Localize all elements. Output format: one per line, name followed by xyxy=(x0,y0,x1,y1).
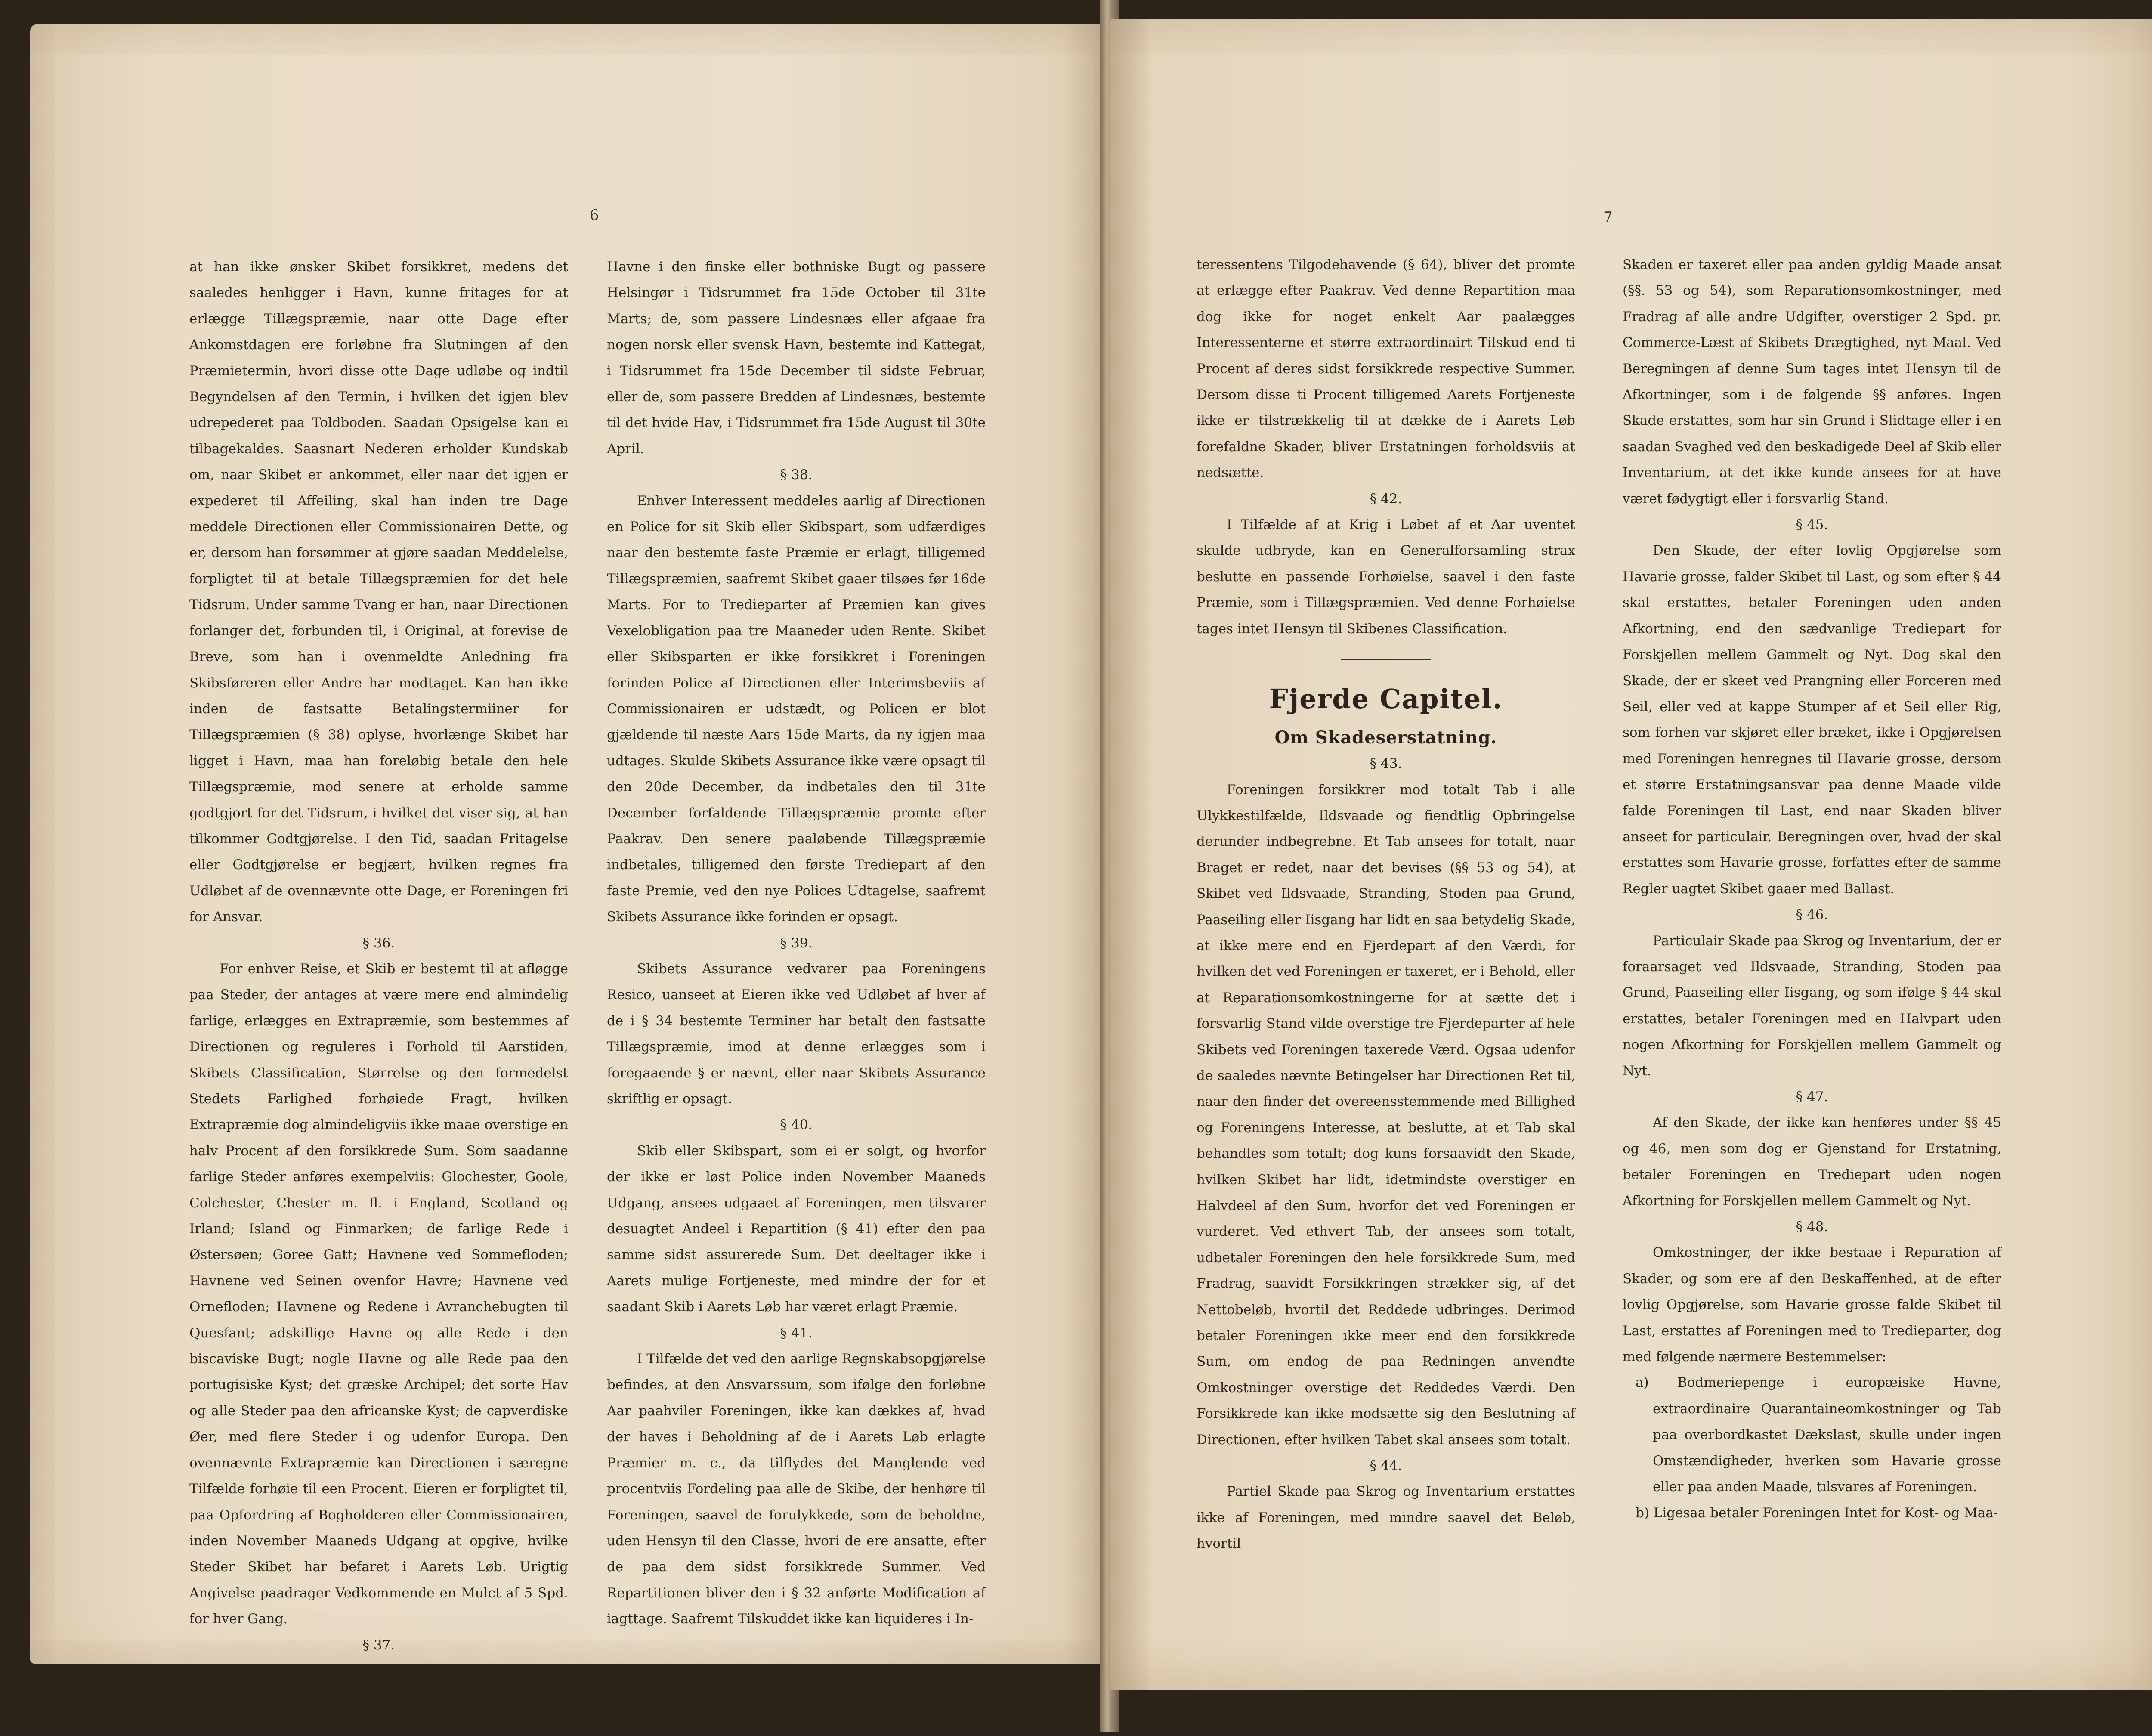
paragraph: I Tilfælde af at Krig i Løbet af et Aar uventet skulde udbryde, kan en Generalforsamling strax beslutte en passende Forhøielse, saavel i den faste Præmie, som i Tillægspræmien. Ved denne Forhøielse tages intet Hensyn til Skibenes Classification. xyxy=(1197,517,1575,637)
paragraph: For enhver Reise, et Skib er bestemt til at afløgge paa Steder, der antages at være mere end almindelig farlige, erlægges en Extrapræmie, som bestemmes af Directionen og reguleres i Forhold til Aarstiden, Skibets Classification, Størrelse og den formedelst Stedets Farlighed forhøiede Fragt, hvilken Extrapræmie dog almindeligviis ikke maae overstige en halv Procent af den forsikkrede Sum. Som saadanne farlige Steder anføres exempelviis: Glochester, Goole, Colchester, Chester m. fl. i England, Scotland og Irland; Island og Finmarken; de farlige Rede i Østersøen; Goree Gatt; Havnene ved Sommefloden; Havnene ved Seinen ovenfor Havre; Havnene ved Orneflоden; Havnene og Redene i Avranchebugten til Quesfant; adskillige Havne og alle Rede i den biscaviske Bugt; nogle Havne og alle Rede paa den portugisiske Kyst; det græske Archipel; det sorte Hav og alle Steder paa den africanske Kyst; de capverdiske Øer, med flere Steder i og udenfor Europa. Den ovennævnte Extrapræmie kan Directionen i særegne Tilfælde forhøie til een Procent. Eieren er forpligtet til, paa Opfordring af Bogholderen eller Commissionairen, inden November Maaneds Udgang at opgive, hvilke Steder Skibet har befaret i Aarets Løb. Urigtig Angivelse paadrager Vedkommende en Mulct af 5 Spd. for hver Gang. xyxy=(189,961,568,1627)
section-heading: § 47. xyxy=(1796,1089,1828,1105)
paragraph: Skibets Assurance vedvarer paa Foreningens Resico, uanseet at Eieren ikke ved Udløbet af hver af de i § 34 bestemte Terminer har betalt den fastsatte Tillægspræmie, imod at denne erlægges som i foregaaende § er nævnt, eller naar Skibets Assurance skriftlig er opsagt. xyxy=(607,961,986,1107)
left-page-column-2 xyxy=(607,254,986,1632)
paragraph: Skaden er taxeret eller paa anden gyldig Maade ansat (§§. 53 og 54), som Reparationsomkostninger, med Fradrag af alle andre Udgifter, overstiger 2 Spd. pr. Commerce-Læst af Skibets Drægtighed, nyt Maal. Ved Beregningen af denne Sum tages intet Hensyn til de Afkortninger, som i de følgende §§ anføres. Ingen Skade erstattes, som har sin Grund i Slidtage eller i en saadan Svaghed ved den beskadigede Deel af Skib eller Inventarium, at det ikke kunde ansees for at have været fødygtigt eller i forsvarlig Stand. xyxy=(1623,257,2001,507)
paragraph: Partiel Skade paa Skrog og Inventarium erstattes ikke af Foreningen, med mindre saavel det Beløb, hvortil xyxy=(1197,1484,1575,1552)
chapter-title: Fjerde Capitel. xyxy=(1269,683,1503,715)
paragraph: Havne i den finske eller bothniske Bugt og passere Helsingør i Tidsrummet fra 15de October til 31te Marts; de, som passere Lindesnæs eller afgaae fra nogen norsk eller svensk Havn, bestemte ind Kattegat, i Tidsrummet fra 15de December til sidste Februar, eller de, som passere Bredden af Lindesnæs, bestemte til det hvide Hav, i Tidsrummet fra 15de August til 30te April. xyxy=(607,259,986,457)
divider-rule xyxy=(1341,659,1431,660)
paragraph: Foreningen forsikkrer mod totalt Tab i alle Ulykkestilfælde, Ildsvaade og fiendtlig Opbringelse derunder indbegrebne. Et Tab ansees for totalt, naar Braget er redet, naar det bevises (§§ 53 og 54), at Skibet ved Ildsvaade, Stranding, Stoden paa Grund, Paaseiling eller Iisgang har lidt en saa betydelig Skade, at ikke mere end en Fjerdepart af den Værdi, for hvilken det ved Foreningen er taxeret, er i Behold, eller at Reparationsomkostningerne for at sætte det i forsvarlig Stand vilde overstige tre Fjerdeparter af hele Skibets ved Foreningen taxerede Værd. Ogsaa udenfor de saaledes nævnte Betingelser har Directionen Ret til, naar den finder det overeensstemmende med Billighed og Foreningens Interesse, at beslutte, at et Tab skal behandles som totalt; dog kuns forsaavidt den Skade, hvilken Skibet har lidt, idetmindste overstiger en Halvdeel af den Sum, hvorfor det ved Foreningen er vurderet. Ved ethvert Tab, der ansees som totalt, udbetaler Foreningen den hele forsikkrede Sum, med Fradrag, saavidt Forsikkringen strækker sig, af det Nettobeløb, hvortil det Reddede udbringes. Derimod betaler Foreningen ikke meer end den forsikkrede Sum, om endog de paa Redningen anvendte Omkostninger overstige det Reddedes Værdi. Den Forsikkrede kan ikke modsætte sig den Beslutning af Directionen, efter hvilken Tabet skal ansees som totalt. xyxy=(1197,782,1575,1448)
list-item: a) Bodmeriepenge i europæiske Havne, extraordinaire Quarantaineomkostninger og Tab paa overbordkastet Dækslast, skulle under ingen Omstændigheder, hverken som Havarie grosse eller paa anden Maade, tilsvares af Foreningen. xyxy=(1636,1375,2001,1495)
section-heading: § 45. xyxy=(1796,517,1828,533)
section-heading: § 44. xyxy=(1370,1458,1402,1474)
section-heading: § 43. xyxy=(1370,756,1402,772)
right-page-column-2 xyxy=(1623,252,2001,1526)
section-heading: § 41. xyxy=(780,1325,813,1341)
paragraph: Particulair Skade paa Skrog og Inventarium, der er foraarsaget ved Ildsvaade, Stranding, Stoden paa Grund, Paaseiling eller Iisgang, og som ifølge § 44 skal erstattes, betaler Foreningen med en Halvpart uden nogen Afkortning for Forskjellen mellem Gammelt og Nyt. xyxy=(1623,933,2001,1079)
section-heading: § 48. xyxy=(1796,1219,1828,1235)
paragraph: Enhver Interessent meddeles aarlig af Directionen en Police for sit Skib eller Skibspart, som udfærdiges naar den bestemte faste Præmie er erlagt, tilligemed Tillægspræmien, saafremt Skibet gaaer tilsøes før 16de Marts. For to Tredieparter af Præmien kan gives Vexelobligation paa tre Maaneder uden Rente. Skibet eller Skibsparten er ikke forsikkret i Foreningen forinden Police af Directionen eller Interimsbeviis af Commissionairen er udstædt, og Policen er blot gjældende til næste Aars 15de Marts, da ny igjen maa udtages. Skulde Skibets Assurance ikke være opsagt til den 20de December, da indbetales den til 31te December forfaldende Tillægspræmie promte efter Paakrav. Den senere paaløbende Tillægspræmie indbetales, tilligemed den første Trediepart af den faste Premie, ved den nye Polices Udtagelse, saafremt Skibets Assurance ikke forinden er opsagt. xyxy=(607,493,986,925)
section-heading: § 46. xyxy=(1796,907,1828,923)
section-heading: § 42. xyxy=(1370,491,1402,507)
chapter-subtitle: Om Skadeserstatning. xyxy=(1274,727,1497,748)
right-page xyxy=(1110,19,2152,1690)
list-item: b) Ligesaa betaler Foreningen Intet for Kost- og Maa- xyxy=(1636,1505,1998,1521)
paragraph: Skib eller Skibspart, som ei er solgt, og hvorfor der ikke er løst Police inden November Maaneds Udgang, ansees udgaaet af Foreningen, men tilsvarer desuagtet Andeel i Repartition (§ 41) efter den paa samme sidst assurerede Sum. Det deeltager ikke i Aarets mulige Fortjeneste, med mindre der for et saadant Skib i Aarets Løb har været erlagt Præmie. xyxy=(607,1143,986,1315)
section-heading: § 39. xyxy=(780,935,813,951)
left-page xyxy=(30,24,1106,1731)
section-heading: § 36. xyxy=(362,935,395,951)
page-number-left: 6 xyxy=(590,207,599,224)
paragraph: Omkostninger, der ikke bestaae i Reparation af Skader, og som ere af den Beskaffenhed, at de efter lovlig Opgjørelse, som Havarie grosse falde Skibet til Last, erstattes af Foreningen med to Tredieparter, dog med følgende nærmere Bestemmelser: xyxy=(1623,1245,2001,1365)
section-heading: § 38. xyxy=(780,467,813,483)
section-heading: § 37. xyxy=(362,1637,395,1653)
paragraph: Den Skade, der efter lovlig Opgjørelse som Havarie grosse, falder Skibet til Last, og som efter § 44 skal erstattes, betaler Foreningen uden anden Afkortning, end den sædvanlige Trediepart for Forskjellen mellem Gammelt og Nyt. Dog skal den Skade, der er skeet ved Prangning eller Forceren med Seil, eller ved at kappe Stumper af et Seil eller Rig, som forhen var skjøret eller bræket, ikke i Opgjørelsen med Foreningen henregnes til Havarie grosse, dersom et større Erstatningsansvar paa denne Maade vilde falde Foreningen til Last, end naar Skaden bliver anseet for particulair. Beregningen over, hvad der skal erstattes som Havarie grosse, forfattes efter de samme Regler uagtet Skibet gaaer med Ballast. xyxy=(1623,543,2001,897)
right-page-column-1 xyxy=(1197,252,1575,1557)
page-number-right: 7 xyxy=(1603,209,1613,226)
paragraph: Af den Skade, der ikke kan henføres under §§ 45 og 46, men som dog er Gjenstand for Erstatning, betaler Foreningen en Trediepart uden nogen Afkortning for Forskjellen mellem Gammelt og Nyt. xyxy=(1623,1115,2001,1209)
section-heading: § 40. xyxy=(780,1117,813,1133)
paragraph: I Tilfælde det ved den aarlige Regnskabsopgjørelse befindes, at den Ansvarssum, som ifølge den forløbne Aar paahviler Foreningen, ikke kan dækkes af, hvad der haves i Beholdning af de i Aarets Løb erlagte Præmier m. c., da tilflydes det Manglende ved procentviis Fordeling paa alle de Skibe, der henhøre til Foreningen, saavel de forulykkede, som de beholdne, uden Hensyn til den Classe, hvori de ere ansatte, efter de paa dem sidst forsikkrede Summer. Ved Repartitionen bliver den i § 32 anførte Modification af iagttage. Saafremt Tilskuddet ikke kan liquideres i In- xyxy=(607,1351,986,1627)
paragraph: teressentens Tilgodehavende (§ 64), bliver det promte at erlægge efter Paakrav. Ved denne Repartition maa dog ikke for noget enkelt Aar paalægges Interessenterne et større extraordinairt Tilskud end ti Procent af deres sidst forsikkrede respective Summer. Dersom disse ti Procent tilligemed Aarets Fortjeneste ikke er tilstrækkelig til at dække de i Aarets Løb forefaldne Skader, bliver Erstatningen forholdsviis at nedsætte. xyxy=(1197,257,1575,481)
left-page-column-1 xyxy=(189,254,568,1736)
paragraph: at han ikke ønsker Skibet forsikkret, medens det saaledes henligger i Havn, kunne fritages for at erlægge Tillægspræmie, naar otte Dage efter Ankomstdagen ere forløbne fra Slutningen af den Præmietermin, hvori disse otte Dage udløbe og indtil Begyndelsen af den Termin, i hvilken det igjen blev udrepederet paa Toldboden. Saadan Opsigelse kan ei tilbagekaldes. Saasnart Nederen erholder Kundskab om, naar Skibet er ankommet, eller naar det igjen er expederet til Affeiling, skal han inden tre Dage meddele Directionen eller Commissionairen Dette, og er, dersom han forsømmer at gjøre saadan Meddelelse, forpligtet til at betale Tillægspræmien for det hele Tidsrum. Under samme Tvang er han, naar Directionen forlanger det, forbunden til, i Original, at forevise de Breve, som han i ovenmeldte Anledning fra Skibsføreren eller Andre har modtaget. Kan han ikke inden de fastsatte Betalingstermiiner for Tillægspræmien (§ 38) oplyse, hvorlænge Skibet har ligget i Havn, maa han foreløbig betale den hele Tillægspræmie, mod senere at erholde samme godtgjort for det Tidsrum, i hvilket det viser sig, at han tilkommer Godtgjørelse. I den Tid, saadan Fritagelse eller Godtgjørelse er begjært, hvilken regnes fra Udløbet af de ovennævnte otte Dage, er Foreningen fri for Ansvar. xyxy=(189,259,568,925)
paragraph: Foreningen forsikkrer ikke Skibe, som fare paa den jydske Kyst fra Skagen til Fanøe; de, som ere bestemte til xyxy=(189,1663,568,1731)
